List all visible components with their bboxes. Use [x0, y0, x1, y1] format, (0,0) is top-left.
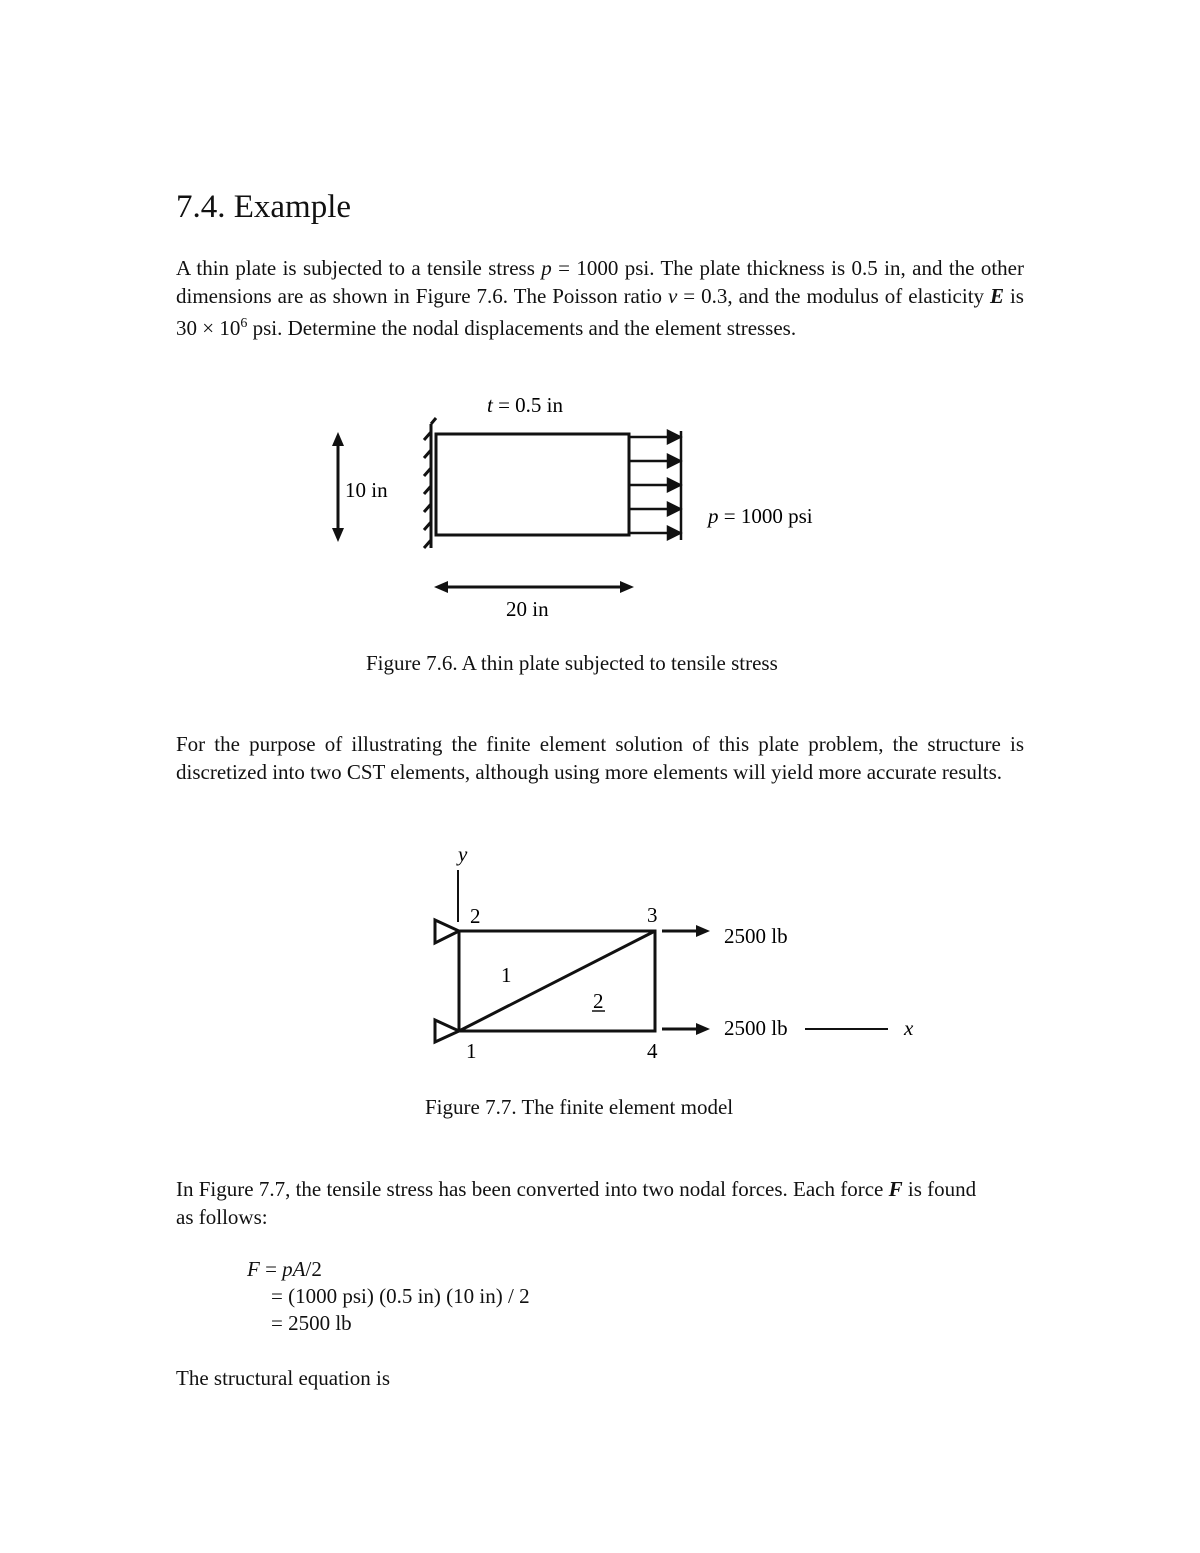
- roller-support-node-1: [435, 1020, 459, 1042]
- force-label-top: 2500 lb: [724, 924, 788, 948]
- pressure-arrows: [630, 431, 681, 540]
- figure-7-7-caption: Figure 7.7. The finite element model: [425, 1095, 734, 1119]
- mesh-diagonal: [459, 931, 655, 1031]
- equation-line-3: = 2500 lb: [271, 1311, 352, 1335]
- width-label: 20 in: [506, 597, 549, 621]
- section-heading: 7.4. Example: [176, 189, 352, 225]
- figure-7-7: [0, 830, 1200, 1070]
- height-label: 10 in: [345, 478, 388, 502]
- force-arrow-top: [662, 925, 710, 937]
- node-label-4: 4: [647, 1039, 658, 1063]
- symbol-nu: ν: [668, 283, 678, 308]
- y-axis-label: y: [458, 842, 468, 866]
- discretization-paragraph: For the purpose of illustrating the finite element solution of this plate problem, the structure is discretized into two CST elements, although using more elements will yield more accurate results.: [176, 732, 1024, 784]
- fixed-support: [424, 418, 436, 548]
- symbol-f: F: [888, 1177, 903, 1201]
- equation-line-1: F = pA/2: [247, 1257, 322, 1281]
- node-label-2: 2: [470, 904, 481, 928]
- problem-statement: A thin plate is subjected to a tensile stress p = 1000 psi. The plate thickness is 0.5 in, and the other dimensions are as shown in Figure 7.6. The Poisson ratio ν = 0.3, and the modulus of elasticity E is $30 \times 10^6$ psi. Determine the nodal displacements and the element stresses.: [176, 256, 1024, 340]
- node-label-1: 1: [466, 1039, 477, 1063]
- figure-7-6-caption: Figure 7.6. A thin plate subjected to tensile stress: [366, 651, 778, 675]
- node-label-3: 3: [647, 903, 658, 927]
- roller-support-node-2: [435, 920, 459, 943]
- x-axis-label: x: [904, 1016, 914, 1040]
- plate: [436, 434, 629, 535]
- element-label-2: 2: [593, 989, 604, 1013]
- exponent: 6: [240, 316, 248, 331]
- equation-line-2: = (1000 psi) (0.5 in) (10 in) / 2: [271, 1284, 530, 1308]
- height-dimension-arrow: [332, 432, 344, 542]
- element-label-1: 1: [501, 963, 512, 987]
- force-label-bottom: 2500 lb: [724, 1016, 788, 1040]
- thickness-label: t = 0.5 in: [487, 393, 564, 417]
- structural-equation-intro: The structural equation is: [176, 1366, 391, 1390]
- pressure-label: p = 1000 psi: [708, 504, 813, 528]
- width-dimension-arrow: [434, 581, 634, 593]
- symbol-e: E: [990, 283, 1005, 308]
- symbol-p: p: [541, 256, 552, 280]
- figure-7-6: [0, 0, 1200, 700]
- force-arrow-bottom: [662, 1023, 710, 1035]
- nodal-force-paragraph: In Figure 7.7, the tensile stress has been converted into two nodal forces. Each force F is found as follows:: [176, 1177, 977, 1229]
